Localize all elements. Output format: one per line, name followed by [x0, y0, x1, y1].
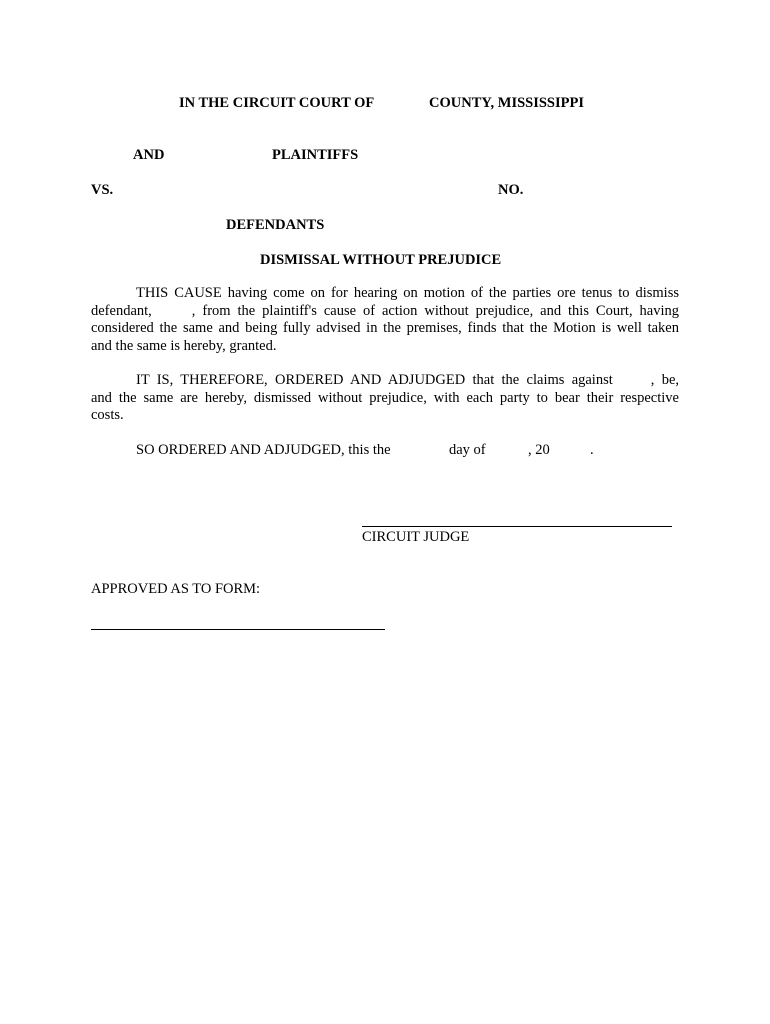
caption-defendants: DEFENDANTS	[226, 217, 325, 233]
paragraph-ordered-line-1	[91, 372, 679, 390]
claims-against-suffix: , be,	[650, 372, 679, 388]
judge-signature-line	[362, 526, 672, 527]
court-name-prefix: IN THE CIRCUIT COURT OF	[179, 95, 375, 111]
defendant-clause: , from the plaintiff's cause of action without prejudice, and this Court, having	[191, 302, 679, 319]
claims-against-text: IT IS, THEREFORE, ORDERED AND ADJUDGED that the claims against	[136, 372, 613, 388]
defendant-label: defendant,	[91, 302, 152, 319]
day-of-text: day of	[449, 442, 486, 458]
approved-as-to-form-label: APPROVED AS TO FORM:	[91, 581, 261, 597]
paragraph-cause-line-3: considered the same and being fully advised in the premises, finds that the Motion is well taken	[91, 320, 679, 336]
approval-signature-line	[91, 629, 385, 630]
document-title: DISMISSAL WITHOUT PREJUDICE	[260, 252, 502, 268]
paragraph-cause-line-1: THIS CAUSE having come on for hearing on motion of the parties ore tenus to dismiss	[136, 285, 679, 301]
ordered-period: .	[590, 442, 594, 458]
paragraph-ordered-line-2: and the same are hereby, dismissed without prejudice, with each party to bear their respective	[91, 389, 679, 406]
paragraph-cause-line-2	[91, 303, 679, 321]
paragraph-cause	[91, 285, 679, 355]
case-number-label: NO.	[498, 182, 524, 198]
paragraph-cause-line-4: and the same is hereby, granted.	[91, 337, 277, 354]
so-ordered-text: SO ORDERED AND ADJUDGED, this the	[136, 442, 391, 458]
caption-vs: VS.	[91, 182, 114, 198]
caption-and: AND	[133, 147, 165, 163]
circuit-judge-label: CIRCUIT JUDGE	[362, 529, 470, 545]
caption-plaintiffs: PLAINTIFFS	[272, 147, 359, 163]
paragraph-ordered-line-3: costs.	[91, 407, 124, 423]
year-prefix-text: , 20	[528, 442, 550, 458]
court-county-state: COUNTY, MISSISSIPPI	[429, 95, 584, 111]
paragraph-ordered	[91, 372, 679, 425]
